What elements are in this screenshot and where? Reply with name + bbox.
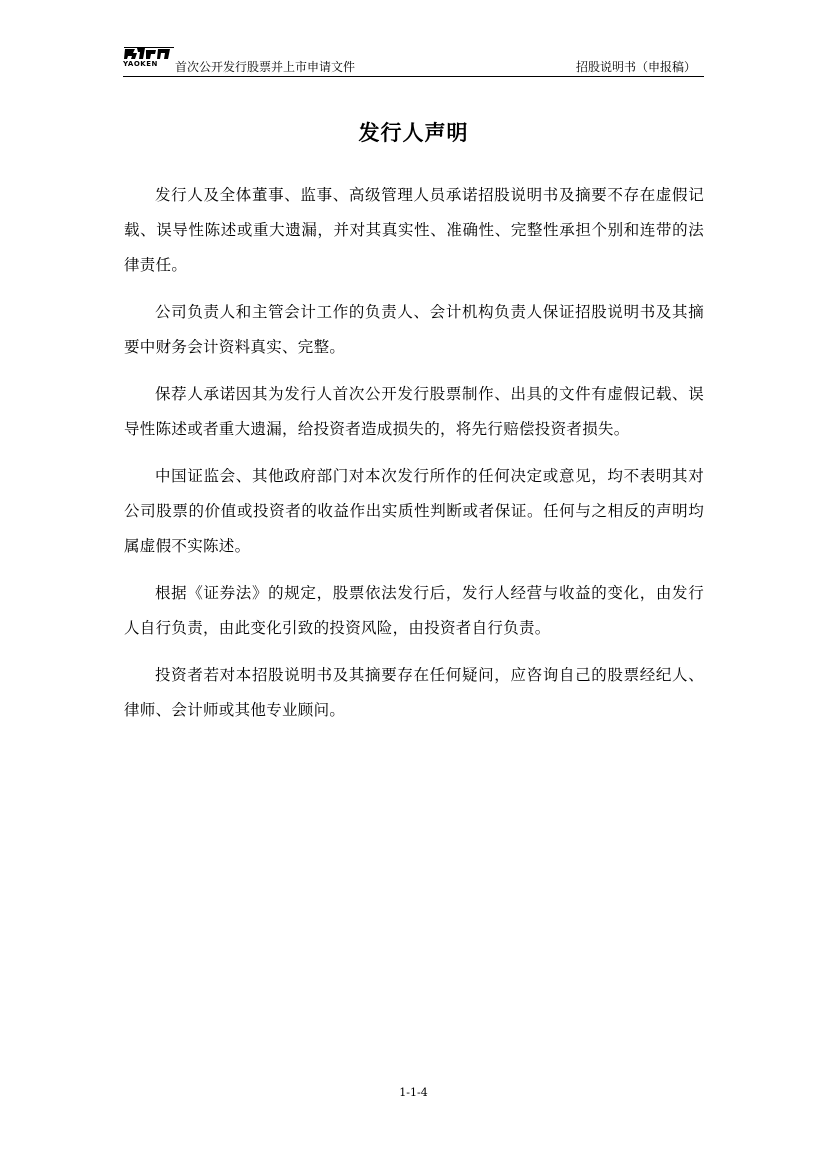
- declaration-body: [124, 178, 704, 740]
- logo-text: YAOKEN: [123, 60, 158, 68]
- page-number: 1-1-4: [399, 1086, 428, 1099]
- paragraph-financial-responsibility: 公司负责人和主管会计工作的负责人、会计机构负责人保证招股说明书及其摘要中财务会计资料真实、完整。: [124, 303, 704, 356]
- page-title: 发行人声明: [358, 121, 469, 145]
- paragraph-csrc-disclaimer: 中国证监会、其他政府部门对本次发行所作的任何决定或意见，均不表明其对公司股票的价值或投资者的收益作出实质性判断或者保证。任何与之相反的声明均属虚假不实陈述。: [124, 467, 704, 555]
- header-document-type: 招股说明书（申报稿）: [575, 60, 696, 74]
- header-document-name: 首次公开发行股票并上市申请文件: [175, 60, 356, 74]
- company-logo: [123, 46, 177, 68]
- paragraph-investor-advice: 投资者若对本招股说明书及其摘要存在任何疑问，应咨询自己的股票经纪人、律师、会计师或其他专业顾问。: [124, 666, 704, 719]
- paragraph-issuer-commitment: 发行人及全体董事、监事、高级管理人员承诺招股说明书及摘要不存在虚假记载、误导性陈述或重大遗漏，并对其真实性、准确性、完整性承担个别和连带的法律责任。: [124, 186, 704, 274]
- paragraph-sponsor-commitment: 保荐人承诺因其为发行人首次公开发行股票制作、出具的文件有虚假记载、误导性陈述或者重大遗漏，给投资者造成损失的，将先行赔偿投资者损失。: [124, 385, 704, 438]
- page-header: [123, 44, 704, 77]
- paragraph-securities-law: 根据《证券法》的规定，股票依法发行后，发行人经营与收益的变化，由发行人自行负责，由此变化引致的投资风险，由投资者自行负责。: [124, 584, 704, 637]
